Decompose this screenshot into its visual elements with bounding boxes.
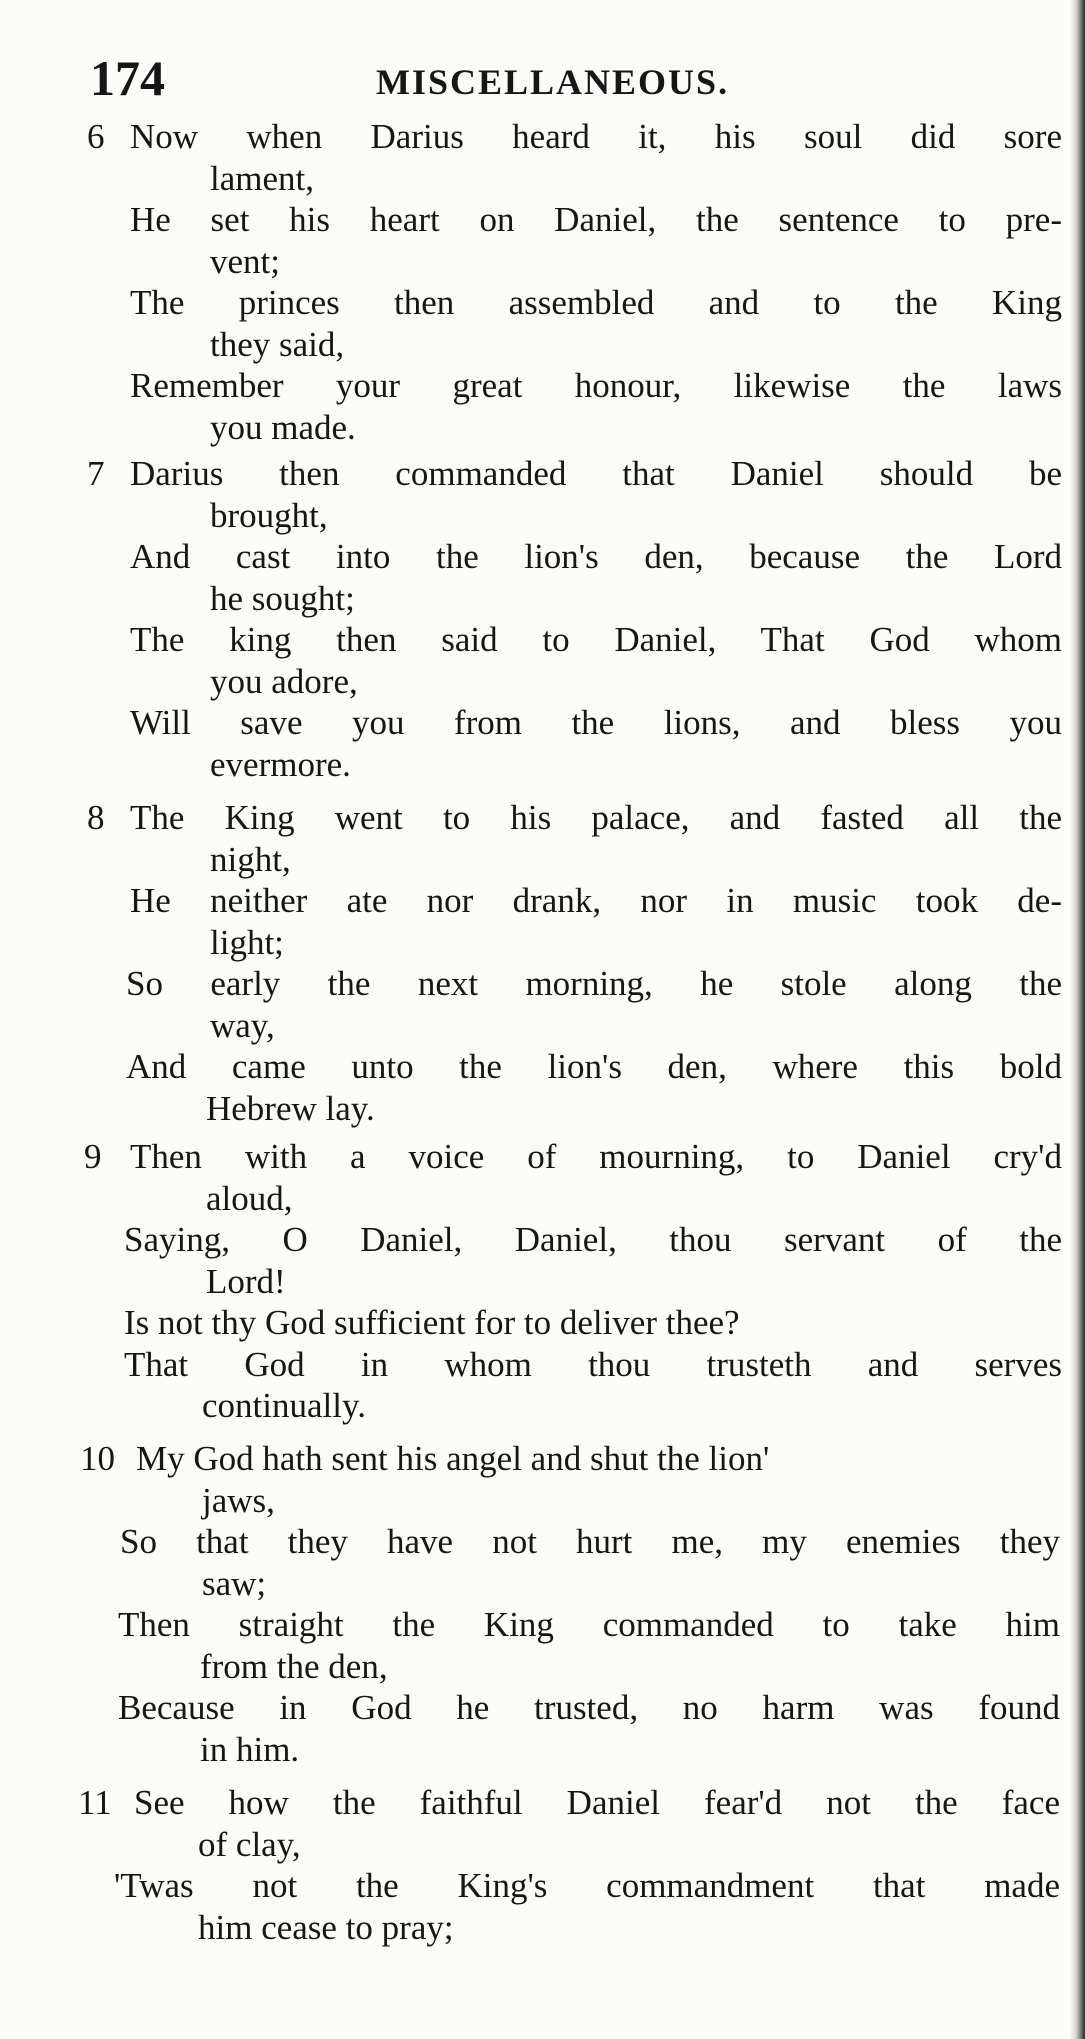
stanza-number: 7	[87, 454, 105, 493]
page-number: 174	[90, 50, 165, 106]
stanza-number: 10	[80, 1439, 115, 1478]
verse-line: light;	[210, 923, 284, 962]
stanza-number: 11	[78, 1783, 112, 1822]
verse-line: aloud,	[206, 1179, 293, 1218]
verse-line: He set his heart on Daniel, the sentence to pre-	[130, 200, 1062, 239]
verse-line: evermore.	[210, 745, 351, 784]
verse-line: of clay,	[198, 1825, 301, 1864]
running-head: MISCELLANEOUS.	[376, 62, 730, 102]
verse-line: him cease to pray;	[198, 1908, 454, 1947]
stanza-number: 9	[84, 1137, 102, 1176]
verse-line: See how the faithful Daniel fear'd not the face	[134, 1783, 1060, 1822]
verse-line: 'Twas not the King's commandment that made	[114, 1866, 1060, 1905]
verse-line: Hebrew lay.	[206, 1089, 375, 1128]
verse-line: That God in whom thou trusteth and serves	[124, 1345, 1062, 1384]
verse-line: Remember your great honour, likewise the laws	[130, 366, 1062, 405]
verse-line: in him.	[200, 1730, 300, 1769]
verse-line: Then with a voice of mourning, to Daniel cry'd	[130, 1137, 1062, 1176]
verse-line: lament,	[210, 159, 314, 198]
verse-line: And came unto the lion's den, where this bold	[126, 1047, 1062, 1086]
verse-line: So early the next morning, he stole along the	[126, 964, 1062, 1003]
verse-line: vent;	[210, 242, 280, 281]
verse-line: Saying, O Daniel, Daniel, thou servant of the	[124, 1220, 1062, 1259]
verse-line: brought,	[210, 496, 328, 535]
page-header	[0, 48, 1085, 108]
verse-line: from the den,	[200, 1647, 388, 1686]
verse-line: So that they have not hurt me, my enemies they	[120, 1522, 1060, 1561]
verse-line: The King went to his palace, and fasted all the	[130, 798, 1062, 837]
verse-line: night,	[210, 840, 291, 879]
verse-line: My God hath sent his angel and shut the lion'	[136, 1439, 770, 1478]
page-edge-shadow	[1070, 0, 1085, 2039]
verse-line: Then straight the King commanded to take him	[118, 1605, 1060, 1644]
verse-line: you adore,	[210, 662, 358, 701]
verse-line: jaws,	[202, 1481, 275, 1520]
verse-line: Now when Darius heard it, his soul did sore	[130, 117, 1062, 156]
verse-line: saw;	[202, 1564, 267, 1603]
verse-line: Lord!	[206, 1262, 286, 1301]
verse-line: Will save you from the lions, and bless you	[130, 703, 1062, 742]
verse-line: The princes then assembled and to the King	[130, 283, 1062, 322]
verse-line: he sought;	[210, 579, 355, 618]
stanza-number: 8	[87, 798, 105, 837]
verse-line: Darius then commanded that Daniel should be	[130, 454, 1062, 493]
verse-line: continually.	[202, 1386, 366, 1425]
verse-line: And cast into the lion's den, because the Lord	[130, 537, 1062, 576]
verse-line: you made.	[210, 408, 356, 447]
verse-line: He neither ate nor drank, nor in music took de-	[130, 881, 1062, 920]
verse-line: they said,	[210, 325, 345, 364]
verse-line: way,	[210, 1006, 275, 1045]
verse-line: Is not thy God sufficient for to deliver thee?	[124, 1303, 740, 1342]
verse-line: The king then said to Daniel, That God whom	[130, 620, 1062, 659]
verse-line: Because in God he trusted, no harm was found	[118, 1688, 1060, 1727]
stanza-number: 6	[87, 117, 105, 156]
